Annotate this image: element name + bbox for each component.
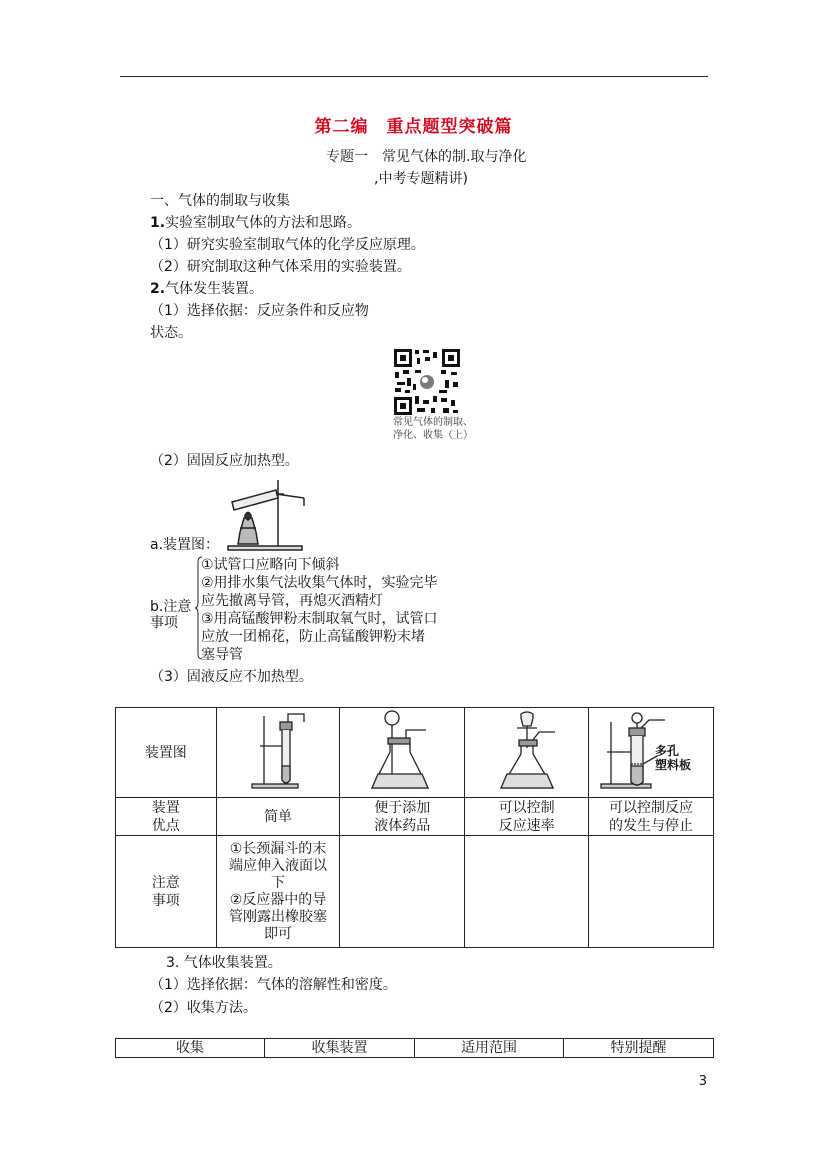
- qr-code[interactable]: [393, 348, 461, 416]
- notes-list: [201, 556, 438, 664]
- item-2-number: 2.: [150, 281, 166, 297]
- section-heading: 一、气体的制取与收集: [150, 193, 290, 209]
- note-line: 塞导管: [201, 647, 243, 663]
- section-3-basis: （1）选择依据：气体的溶解性和密度。: [150, 977, 397, 993]
- advantage-text: 便于添加: [374, 799, 431, 816]
- notes-text: 下: [270, 874, 285, 891]
- column-header: 适用范围: [414, 1039, 563, 1058]
- advantage-text: 反应速率: [498, 817, 555, 834]
- notes-cell-empty: [340, 836, 465, 948]
- generator-table: [115, 707, 714, 948]
- row-header-advantage: [116, 798, 217, 836]
- heating-apparatus-figure: [218, 472, 308, 552]
- simple-apparatus-icon: [238, 710, 318, 790]
- long-neck-funnel-flask-icon: [362, 708, 442, 792]
- item-2: [150, 278, 263, 298]
- topic-subtitle: ,中考专题精讲): [374, 171, 468, 187]
- apparatus-funnel: [340, 708, 465, 798]
- table-row: [116, 708, 714, 798]
- note-line: ①试管口应略向下倾斜: [201, 557, 340, 573]
- row-header-notes: [116, 836, 217, 948]
- solid-heat-heading: （2）固固反应加热型。: [150, 453, 299, 469]
- page-title: 第二编 重点题型突破篇: [314, 117, 513, 137]
- table-row: [116, 836, 714, 948]
- row-header-apparatus: 装置图: [116, 708, 217, 798]
- separatory-funnel-flask-icon: [487, 708, 567, 792]
- column-header: 收集装置: [265, 1039, 415, 1058]
- row-header-advantage-1: 装置: [151, 799, 180, 816]
- item-1: [150, 212, 361, 232]
- porous-plate-label: [655, 744, 691, 772]
- note-line: ②用排水集气法收集气体时，实验完毕: [201, 575, 438, 591]
- advantage-text: 可以控制: [498, 799, 555, 816]
- advantage-cell: [465, 798, 589, 836]
- note-line: 应先撤离导管，再熄灭酒精灯: [201, 593, 383, 609]
- advantage-text: 简单: [263, 808, 292, 825]
- notes-cell: [216, 836, 340, 948]
- column-header: 收集: [116, 1039, 265, 1058]
- advantage-cell: [340, 798, 465, 836]
- notes-text: 即可: [263, 925, 292, 942]
- row-header-notes-1: 注意: [151, 874, 180, 891]
- column-header: 特别提醒: [563, 1039, 713, 1058]
- figure-label: a.装置图：: [150, 537, 220, 553]
- qr-caption-line-1: 常见气体的制取、: [393, 417, 473, 428]
- basis-line-1: （1）选择依据：反应条件和反应物: [150, 303, 369, 319]
- solid-liquid-heading: （3）固液反应不加热型。: [150, 669, 313, 685]
- table-row: [116, 798, 714, 836]
- section-3-methods: （2）收集方法。: [150, 1000, 257, 1016]
- note-line: 应放一团棉花，防止高锰酸钾粉末堵: [201, 629, 425, 645]
- item-1a: （1）研究实验室制取气体的化学反应原理。: [150, 237, 425, 253]
- page-number: 3: [698, 1074, 707, 1089]
- porous-plate-apparatus-icon: [591, 708, 711, 792]
- porous-plate-label-1: 多孔: [654, 744, 679, 758]
- topic-title: 专题一 常见气体的制.取与净化: [326, 149, 527, 165]
- section-3-heading: 3. 气体收集装置。: [166, 955, 282, 971]
- qr-caption: [388, 416, 478, 442]
- note-line: ③用高锰酸钾粉末制取氧气时，试管口: [201, 611, 438, 627]
- basis-line-2: 状态。: [150, 325, 192, 341]
- notes-text: 端应伸入液面以: [228, 857, 327, 874]
- qr-caption-line-2: 净化、收集（上）: [393, 430, 473, 441]
- notes-label-1: b.注意: [150, 599, 192, 615]
- advantage-cell: [588, 798, 713, 836]
- advantage-cell: [216, 798, 340, 836]
- advantage-text: 可以控制反应: [608, 799, 693, 816]
- item-1-text: 实验室制取气体的方法和思路。: [165, 215, 362, 231]
- header-rule: [120, 76, 708, 77]
- row-header-notes-2: 事项: [151, 892, 180, 909]
- advantage-text: 液体药品: [374, 817, 431, 834]
- notes-text: ②反应器中的导: [229, 891, 327, 908]
- notes-text: 管刚露出橡胶塞: [228, 908, 327, 925]
- notes-cell-empty: [588, 836, 713, 948]
- table-header-row: [116, 1039, 714, 1058]
- collection-table: [115, 1038, 714, 1058]
- notes-label-2: 事项: [150, 615, 178, 631]
- notes-cell-empty: [465, 836, 589, 948]
- apparatus-separatory: [465, 708, 589, 798]
- porous-plate-label-2: 塑料板: [654, 758, 691, 772]
- item-2-text: 气体发生装置。: [165, 281, 264, 297]
- item-1b: （2）研究制取这种气体采用的实验装置。: [150, 259, 411, 275]
- row-header-advantage-2: 优点: [151, 817, 180, 834]
- advantage-text: 的发生与停止: [608, 817, 693, 834]
- notes-text: ①长颈漏斗的末: [229, 840, 327, 857]
- item-1-number: 1.: [150, 215, 166, 231]
- apparatus-simple: [216, 708, 340, 798]
- apparatus-porous: [588, 708, 713, 798]
